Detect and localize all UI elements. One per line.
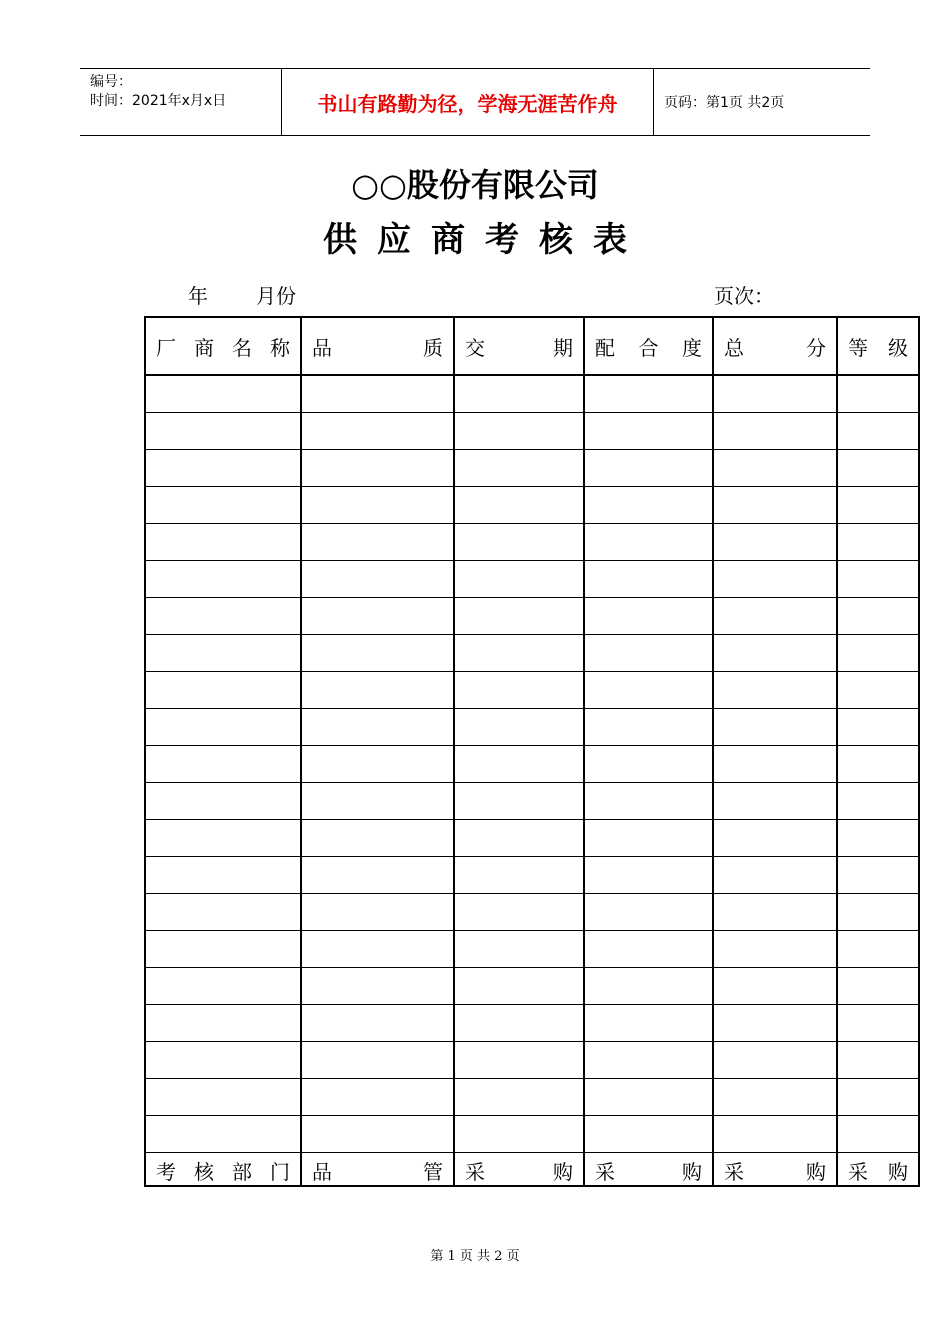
table-cell[interactable]	[837, 449, 919, 486]
table-cell[interactable]	[454, 1115, 584, 1152]
table-cell[interactable]	[454, 708, 584, 745]
table-cell[interactable]	[584, 597, 713, 634]
table-cell[interactable]	[454, 782, 584, 819]
table-row	[145, 1115, 919, 1152]
year-label: 年	[188, 284, 208, 308]
table-row	[145, 1078, 919, 1115]
table-cell[interactable]	[301, 597, 454, 634]
table-row	[145, 634, 919, 671]
table-cell[interactable]	[837, 634, 919, 671]
table-cell[interactable]	[837, 486, 919, 523]
table-cell[interactable]	[584, 1115, 713, 1152]
table-cell[interactable]	[301, 1004, 454, 1041]
footer-purchasing-dept: 采购	[837, 1152, 919, 1186]
footer-quality-dept: 品 管	[301, 1152, 454, 1186]
table-cell[interactable]	[837, 1004, 919, 1041]
table-cell[interactable]	[713, 708, 837, 745]
footer-department-label: 考核部门	[145, 1152, 301, 1186]
table-row	[145, 1004, 919, 1041]
table-cell[interactable]	[145, 671, 301, 708]
table-cell[interactable]	[713, 782, 837, 819]
table-cell[interactable]	[713, 523, 837, 560]
header-left	[80, 69, 282, 135]
table-row	[145, 967, 919, 1004]
table-cell[interactable]	[301, 1115, 454, 1152]
table-row	[145, 893, 919, 930]
table-cell[interactable]	[301, 708, 454, 745]
table-cell[interactable]	[837, 1078, 919, 1115]
table-row	[145, 560, 919, 597]
table-cell[interactable]	[837, 597, 919, 634]
table-cell[interactable]	[837, 1115, 919, 1152]
header-grade: 等级	[837, 317, 919, 375]
table-cell[interactable]	[301, 745, 454, 782]
month-label: 月份	[256, 284, 296, 308]
table-cell[interactable]	[301, 819, 454, 856]
table-cell[interactable]	[584, 745, 713, 782]
table-cell[interactable]	[454, 486, 584, 523]
motto: 书山有路勤为径，学海无涯苦作舟	[282, 69, 654, 135]
table-cell[interactable]	[713, 819, 837, 856]
table-cell[interactable]	[454, 634, 584, 671]
table-cell[interactable]	[713, 412, 837, 449]
table-cell[interactable]	[301, 560, 454, 597]
page-info: 页码：第1页 共2页	[664, 95, 785, 111]
table-cell[interactable]	[145, 375, 301, 412]
table-cell[interactable]	[301, 856, 454, 893]
table-cell[interactable]	[145, 1004, 301, 1041]
table-row	[145, 486, 919, 523]
table-row	[145, 819, 919, 856]
table-cell[interactable]	[713, 967, 837, 1004]
table-cell[interactable]	[837, 560, 919, 597]
table-footer-row	[145, 1152, 919, 1186]
table-cell[interactable]	[584, 856, 713, 893]
table-cell[interactable]	[301, 1078, 454, 1115]
header-delivery: 交 期	[454, 317, 584, 375]
table-cell[interactable]	[145, 1041, 301, 1078]
page-footer: 第 1 页 共 2 页	[430, 1249, 520, 1264]
table-cell[interactable]	[145, 523, 301, 560]
table-cell[interactable]	[301, 486, 454, 523]
table-cell[interactable]	[713, 1041, 837, 1078]
table-cell[interactable]	[713, 1115, 837, 1152]
table-cell[interactable]	[145, 412, 301, 449]
table-cell[interactable]	[454, 893, 584, 930]
table-cell[interactable]	[584, 375, 713, 412]
table-cell[interactable]	[584, 967, 713, 1004]
table-cell[interactable]	[713, 449, 837, 486]
page-number-label: 页次：	[714, 284, 774, 308]
table-cell[interactable]	[584, 1004, 713, 1041]
table-cell[interactable]	[301, 930, 454, 967]
table-cell[interactable]	[584, 449, 713, 486]
table-cell[interactable]	[454, 597, 584, 634]
table-cell[interactable]	[584, 671, 713, 708]
table-row	[145, 597, 919, 634]
table-cell[interactable]	[145, 745, 301, 782]
form-title: 供应商考核表	[323, 220, 647, 260]
table-cell[interactable]	[837, 523, 919, 560]
time-label: 时间：2021年x月x日	[90, 93, 227, 109]
table-row	[145, 708, 919, 745]
table-cell[interactable]	[713, 930, 837, 967]
table-cell[interactable]	[454, 745, 584, 782]
company-title: ○○股份有限公司	[351, 166, 599, 204]
table-cell[interactable]	[145, 819, 301, 856]
table-cell[interactable]	[454, 930, 584, 967]
table-row	[145, 856, 919, 893]
table-cell[interactable]	[837, 1041, 919, 1078]
table-cell[interactable]	[454, 671, 584, 708]
footer-purchasing-dept: 采 购	[713, 1152, 837, 1186]
table-cell[interactable]	[301, 967, 454, 1004]
footer-purchasing-dept: 采 购	[584, 1152, 713, 1186]
table-row	[145, 412, 919, 449]
table-cell[interactable]	[584, 634, 713, 671]
table-cell[interactable]	[713, 597, 837, 634]
table-cell[interactable]	[837, 967, 919, 1004]
page-header	[80, 68, 870, 136]
table-row	[145, 671, 919, 708]
table-cell[interactable]	[301, 375, 454, 412]
header-quality: 品 质	[301, 317, 454, 375]
table-row	[145, 449, 919, 486]
table-cell[interactable]	[301, 523, 454, 560]
table-cell[interactable]	[301, 634, 454, 671]
table-row	[145, 375, 919, 412]
table-cell[interactable]	[454, 1004, 584, 1041]
table-cell[interactable]	[584, 708, 713, 745]
table-cell[interactable]	[584, 930, 713, 967]
table-cell[interactable]	[301, 893, 454, 930]
table-cell[interactable]	[301, 412, 454, 449]
table-cell[interactable]	[713, 1078, 837, 1115]
table-cell[interactable]	[837, 708, 919, 745]
table-cell[interactable]	[145, 782, 301, 819]
table-cell[interactable]	[145, 856, 301, 893]
table-cell[interactable]	[584, 893, 713, 930]
table-cell[interactable]	[301, 1041, 454, 1078]
table-cell[interactable]	[713, 486, 837, 523]
table-header-row	[145, 317, 919, 375]
footer-purchasing-dept: 采 购	[454, 1152, 584, 1186]
table-row	[145, 782, 919, 819]
table-cell[interactable]	[145, 893, 301, 930]
table-cell[interactable]	[713, 671, 837, 708]
table-cell[interactable]	[301, 671, 454, 708]
table-cell[interactable]	[145, 967, 301, 1004]
table-row	[145, 930, 919, 967]
table-cell[interactable]	[713, 375, 837, 412]
table-cell[interactable]	[454, 449, 584, 486]
table-cell[interactable]	[713, 856, 837, 893]
header-total-score: 总 分	[713, 317, 837, 375]
table-cell[interactable]	[454, 375, 584, 412]
table-cell[interactable]	[454, 523, 584, 560]
header-cooperation: 配合度	[584, 317, 713, 375]
table-cell[interactable]	[145, 486, 301, 523]
table-cell[interactable]	[837, 819, 919, 856]
table-cell[interactable]	[713, 634, 837, 671]
table-cell[interactable]	[454, 560, 584, 597]
table-cell[interactable]	[837, 375, 919, 412]
table-cell[interactable]	[837, 893, 919, 930]
table-row	[145, 745, 919, 782]
table-cell[interactable]	[301, 449, 454, 486]
table-cell[interactable]	[713, 745, 837, 782]
table-cell[interactable]	[454, 1041, 584, 1078]
table-cell[interactable]	[837, 856, 919, 893]
table-cell[interactable]	[145, 449, 301, 486]
header-vendor-name: 厂商名称	[145, 317, 301, 375]
table-cell[interactable]	[584, 1078, 713, 1115]
table-cell[interactable]	[584, 1041, 713, 1078]
table-cell[interactable]	[145, 560, 301, 597]
table-cell[interactable]	[145, 1115, 301, 1152]
table-cell[interactable]	[584, 523, 713, 560]
table-cell[interactable]	[145, 1078, 301, 1115]
table-cell[interactable]	[837, 782, 919, 819]
table-row	[145, 523, 919, 560]
table-cell[interactable]	[837, 412, 919, 449]
table-cell[interactable]	[584, 560, 713, 597]
table-cell[interactable]	[713, 893, 837, 930]
table-cell[interactable]	[145, 597, 301, 634]
table-cell[interactable]	[584, 486, 713, 523]
supplier-evaluation-table	[144, 316, 920, 1187]
table-cell[interactable]	[584, 412, 713, 449]
table-cell[interactable]	[713, 1004, 837, 1041]
table-cell[interactable]	[713, 560, 837, 597]
table-cell[interactable]	[454, 819, 584, 856]
table-cell[interactable]	[301, 782, 454, 819]
table-cell[interactable]	[454, 967, 584, 1004]
table-cell[interactable]	[454, 412, 584, 449]
table-cell[interactable]	[584, 819, 713, 856]
table-cell[interactable]	[837, 930, 919, 967]
table-cell[interactable]	[454, 856, 584, 893]
table-cell[interactable]	[145, 930, 301, 967]
table-row	[145, 1041, 919, 1078]
table-cell[interactable]	[454, 1078, 584, 1115]
table-cell[interactable]	[145, 634, 301, 671]
table-cell[interactable]	[837, 745, 919, 782]
number-label: 编号：	[90, 74, 132, 90]
table-cell[interactable]	[584, 782, 713, 819]
table-cell[interactable]	[145, 708, 301, 745]
table-cell[interactable]	[837, 671, 919, 708]
